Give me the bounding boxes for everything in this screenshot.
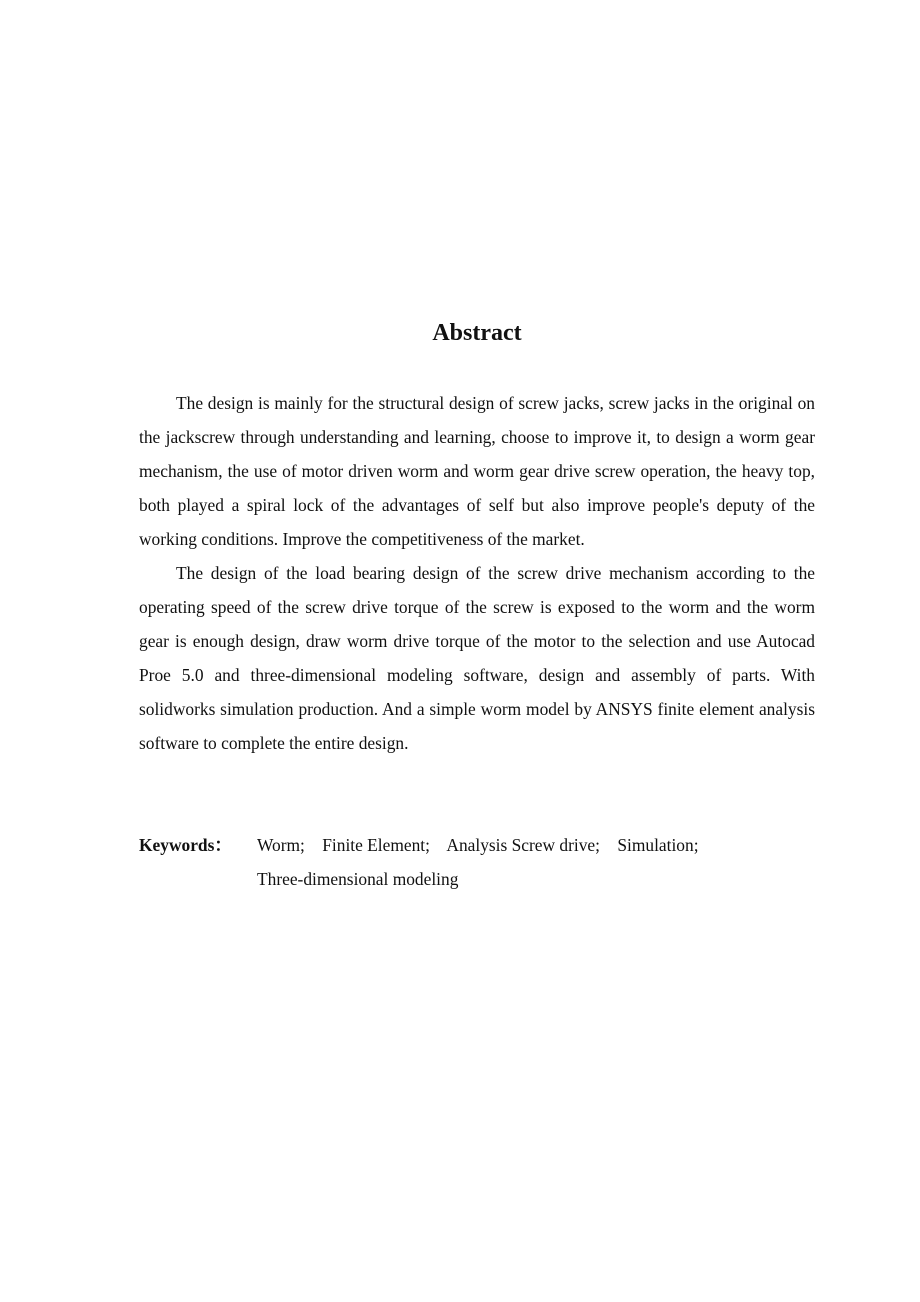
- keywords-list: [257, 828, 817, 896]
- abstract-paragraph-1: The design is mainly for the structural design of screw jacks, screw jacks in the original on the jackscrew through understanding and learning, choose to improve it, to design a worm gear mechanism, the use of motor driven worm and worm gear drive screw operation, the heavy top, both played a spiral lock of the advantages of self but also improve people's deputy of the working conditions. Improve the competitiveness of the market.: [139, 393, 815, 549]
- abstract-title: Abstract: [432, 320, 522, 346]
- keywords-line-2: Three-dimensional modeling: [257, 869, 459, 889]
- abstract-body: [139, 386, 815, 760]
- keywords-label: Keywords：: [139, 835, 232, 855]
- abstract-paragraph-2: The design of the load bearing design of the screw drive mechanism according to the operating speed of the screw drive torque of the screw is exposed to the worm and the worm gear is enough design, draw worm drive torque of the motor to the selection and use Autocad Proe 5.0 and three-dimensional modeling software, design and assembly of parts. With solidworks simulation production. And a simple worm model by ANSYS finite element analysis software to complete the entire design.: [139, 563, 815, 753]
- keywords-line-1: Worm; Finite Element; Analysis Screw drive; Simulation;: [257, 835, 699, 855]
